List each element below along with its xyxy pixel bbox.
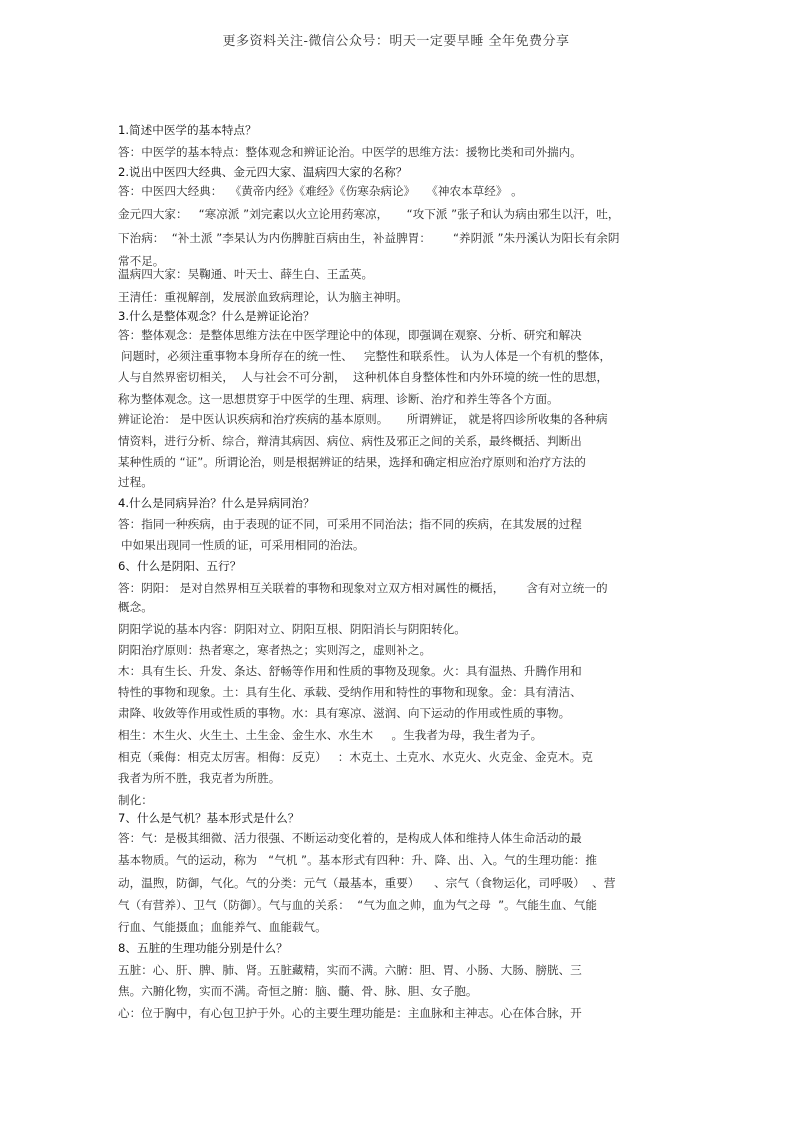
answer-line: 辨证论治： 是中医认识疾病和治疗疾病的基本原则。 所谓辨证， 就是将四诊所收集的各种病: [118, 412, 608, 426]
answer-line: 相生：木生火、火生土、土生金、金生水、水生木 。生我者为母，我生者为子。: [118, 728, 543, 742]
answer-line: 称为整体观念。这一思想贯穿于中医学的生理、病理、诊断、治疗和养生等各个方面。: [118, 392, 559, 406]
answer-line: 问题时，必须注重事物本身所存在的统一性、 完整性和联系性。 认为人体是一个有机的整体，: [121, 349, 612, 363]
answer-line: 答：气：是极其细微、活力很强、不断运动变化着的，是构成人体和维持人体生命活动的最: [118, 831, 582, 845]
question-heading: 6、什么是阴阳、五行？: [118, 559, 242, 573]
question-heading: 1.简述中医学的基本特点？: [118, 123, 257, 137]
answer-line: 某种性质的 “证”。所谓论治，则是根据辨证的结果，选择和确定相应治疗原则和治疗方法的: [118, 455, 586, 469]
answer-line: 下治病： “补土派 ”李杲认为内伤脾脏百病由生，补益脾胃： “养阴派 ”朱丹溪认为阳长有余阴: [118, 231, 620, 245]
answer-line: 王清任：重视解剖，发展淤血致病理论，认为脑主神明。: [118, 290, 408, 304]
answer-line: 肃降、收敛等作用或性质的事物。水：具有寒凉、滋润、向下运动的作用或性质的事物。: [118, 706, 571, 720]
answer-line: 答：阴阳： 是对自然界相互关联着的事物和现象对立双方相对属性的概括， 含有对立统一的: [118, 581, 608, 595]
answer-line: 气（有营养）、卫气（防御）。气与血的关系： “气为血之帅，血为气之母 ”。气能生血、气能: [118, 898, 597, 912]
answer-line: 心：位于胸中，有心包卫护于外。心的主要生理功能是：主血脉和主神志。心在体合脉，开: [118, 1006, 582, 1020]
answer-line: 焦。六腑化物，实而不满。奇恒之腑：脑、髓、骨、脉、胆、女子胞。: [118, 984, 478, 998]
answer-line: 阴阳学说的基本内容：阴阳对立、阴阳互根、阴阳消长与阴阳转化。: [118, 622, 466, 636]
answer-line: 我者为所不胜，我克者为所胜。: [118, 771, 281, 785]
answer-line: 答：指同一种疾病，由于表现的证不同，可采用不同治法；指不同的疾病，在其发展的过程: [118, 517, 582, 531]
answer-line: 特性的事物和现象。土：具有生化、承载、受纳作用和特性的事物和现象。金：具有清洁、: [118, 685, 582, 699]
answer-line: 答：中医学的基本特点：整体观念和辨证论治。中医学的思维方法：援物比类和司外揣内。: [118, 145, 582, 159]
answer-line: 制化：: [118, 793, 153, 807]
question-heading: 8、五脏的生理功能分别是什么？: [118, 941, 288, 955]
answer-line: 相克（乘侮：相克太厉害。相侮：反克） ：木克土、土克水、水克火、火克金、金克木。克: [118, 750, 593, 764]
answer-line: 动，温煦，防御，气化。气的分类：元气（最基本，重要） 、宗气（食物运化，司呼吸） 、营: [118, 876, 616, 890]
page-header-banner: 更多资料关注-微信公众号：明天一定要早睡 全年免费分享: [222, 34, 570, 49]
question-heading: 4.什么是同病异治？什么是异病同治？: [118, 496, 315, 510]
question-heading: 7、什么是气机？基本形式是什么？: [118, 811, 300, 825]
answer-line: 常不足。: [118, 254, 165, 268]
answer-line: 中如果出现同一性质的证，可采用相同的治法。: [121, 538, 365, 552]
answer-line: 答：整体观念：是整体思维方法在中医学理论中的体现，即强调在观察、分析、研究和解决: [118, 328, 582, 342]
answer-line: 行血、气能摄血；血能养气、血能载气。: [118, 920, 327, 934]
answer-line: 阴阳治疗原则：热者寒之，寒者热之；实则泻之，虚则补之。: [118, 643, 432, 657]
question-heading: 3.什么是整体观念？什么是辨证论治？: [118, 309, 315, 323]
answer-line: 过程。: [118, 475, 153, 489]
answer-line: 人与自然界密切相关， 人与社会不可分割， 这种机体自身整体性和内外环境的统一性的思想，: [118, 370, 609, 384]
answer-line: 概念。: [118, 600, 153, 614]
answer-line: 木：具有生长、升发、条达、舒畅等作用和性质的事物及现象。火：具有温热、升腾作用和: [118, 664, 582, 678]
answer-line: 温病四大家：吴鞠通、叶天士、薛生白、王孟英。: [118, 267, 374, 281]
answer-line: 情资料，进行分析、综合，辩清其病因、病位、病性及邪正之间的关系，最终概括、判断出: [118, 434, 582, 448]
answer-line: 五脏：心、肝、脾、肺、肾。五脏藏精，实而不满。六腑：胆、胃、小肠、大肠、膀胱、三: [118, 963, 582, 977]
answer-line: 基本物质。气的运动，称为 “气机 ”。基本形式有四种：升、降、出、入。气的生理功能：推: [118, 853, 597, 867]
answer-line: 答：中医四大经典： 《黄帝内经》《难经》《伤寒杂病论》 《神农本草经》 。: [118, 184, 523, 198]
question-heading: 2.说出中医四大经典、金元四大家、温病四大家的名称？: [118, 165, 408, 179]
answer-line: 金元四大家： “寒凉派 ”刘完素以火立论用药寒凉， “攻下派 ”张子和认为病由邪生以汗，吐，: [118, 207, 620, 221]
